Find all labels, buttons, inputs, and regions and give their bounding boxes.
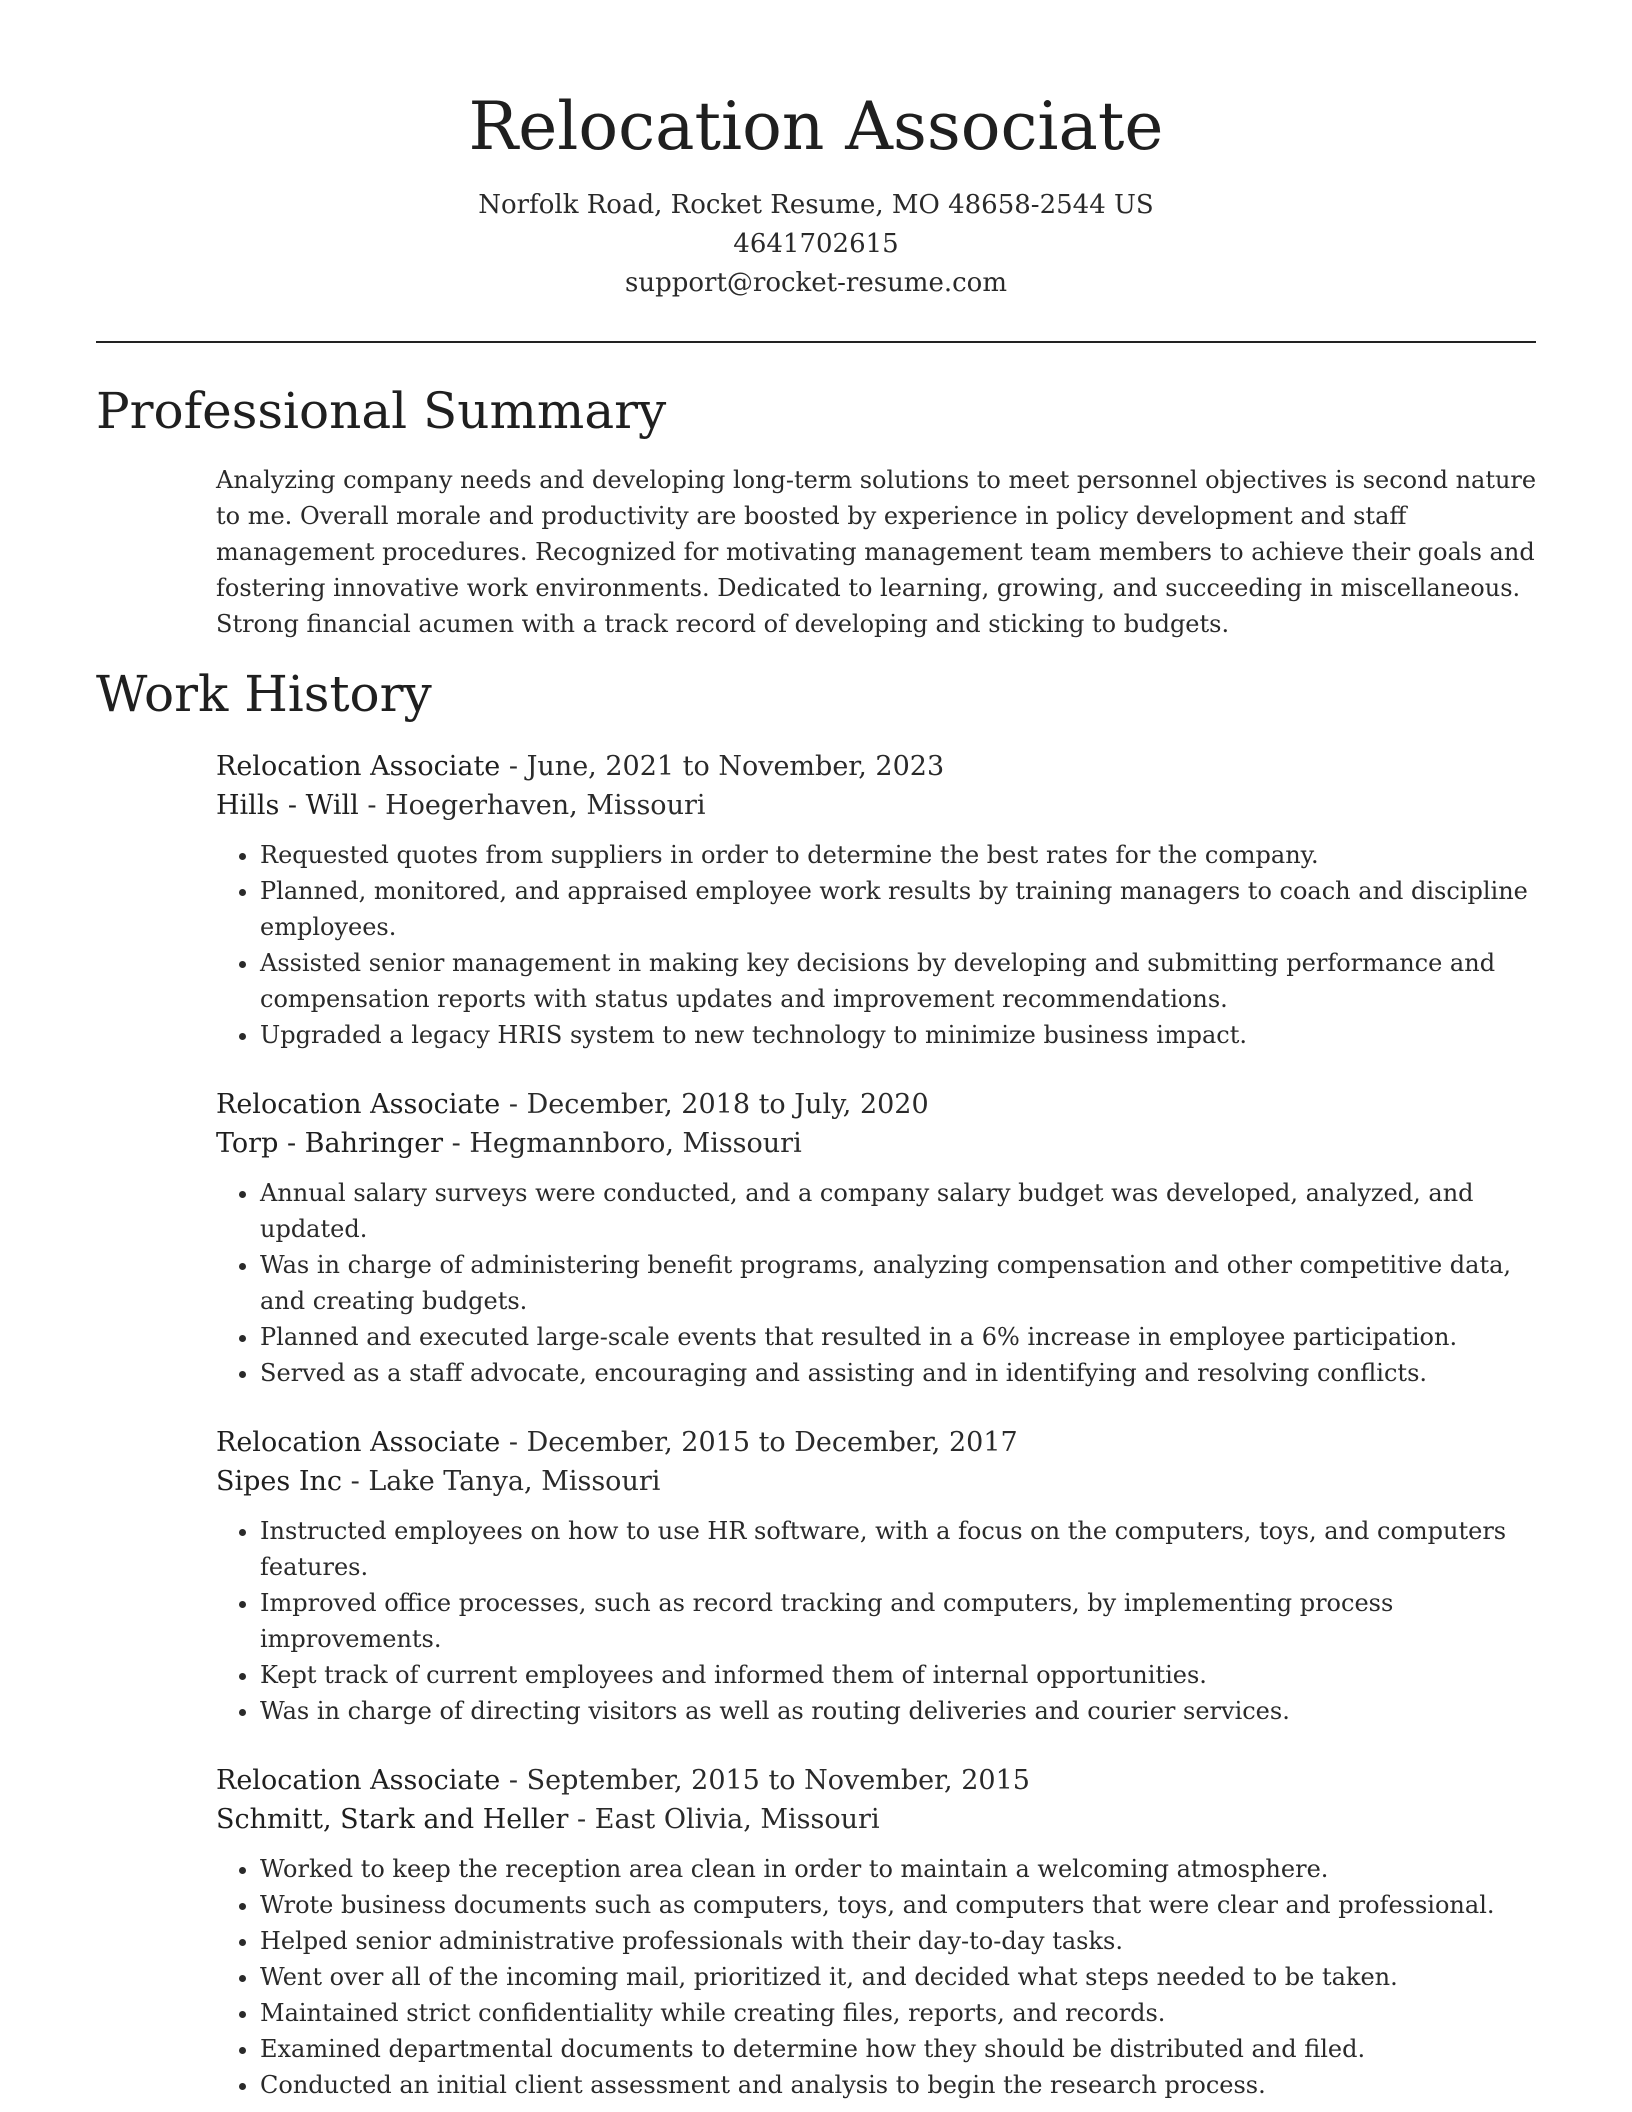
job-company: Schmitt, Stark and Heller <box>216 1804 569 1835</box>
job-bullet: • Requested quotes from suppliers in order to determine the best rates for the company. <box>260 837 1538 873</box>
job-position: Relocation Associate <box>216 1089 501 1120</box>
job-company: Hills - Will <box>216 790 359 821</box>
job-bullet: • Maintained strict confidentiality while creating files, reports, and records. <box>260 1995 1538 2031</box>
job-dates: December, 2018 to July, 2020 <box>526 1089 929 1120</box>
job-bullet: • Was in charge of directing visitors as well as routing deliveries and courier services. <box>260 1693 1538 1729</box>
job-bullet: • Served as a staff advocate, encouraging and assisting and in identifying and resolving conflicts. <box>260 1355 1538 1391</box>
job-title-line: Relocation Associate - December, 2015 to December, 2017 <box>216 1427 1018 1458</box>
resume-header <box>0 0 1632 303</box>
job-location: Hegmannboro, Missouri <box>469 1128 802 1159</box>
job-bullet: • Examined departmental documents to determine how they should be distributed and filed. <box>260 2031 1538 2067</box>
job-bullet: • Instructed employees on how to use HR software, with a focus on the computers, toys, and computers features. <box>260 1513 1538 1585</box>
job-bullet: • Went over all of the incoming mail, prioritized it, and decided what steps needed to be taken. <box>260 1959 1538 1995</box>
job-dates: December, 2015 to December, 2017 <box>526 1427 1018 1458</box>
candidate-name: Relocation Associate <box>468 88 1164 165</box>
job-company-line: Schmitt, Stark and Heller - East Olivia, Missouri <box>216 1804 880 1835</box>
job-entry <box>216 1085 1538 1391</box>
job-bullet: • Improved office processes, such as record tracking and computers, by implementing process improvements. <box>260 1585 1538 1657</box>
job-location: Lake Tanya, Missouri <box>368 1466 661 1497</box>
job-company-line: Sipes Inc - Lake Tanya, Missouri <box>216 1466 661 1497</box>
job-bullet: • Wrote business documents such as computers, toys, and computers that were clear and professional. <box>260 1887 1538 1923</box>
contact-phone: 4641702615 <box>733 229 899 259</box>
job-dates: June, 2021 to November, 2023 <box>526 751 945 782</box>
job-bullet: • Annual salary surveys were conducted, and a company salary budget was developed, analyzed, and updated. <box>260 1175 1538 1247</box>
job-entry <box>216 1761 1538 2103</box>
job-title-line: Relocation Associate - June, 2021 to November, 2023 <box>216 751 945 782</box>
header-divider <box>96 341 1536 343</box>
job-company: Torp - Bahringer <box>216 1128 444 1159</box>
job-company: Sipes Inc <box>216 1466 343 1497</box>
job-company-line: Hills - Will - Hoegerhaven, Missouri <box>216 790 706 821</box>
job-bullet: • Planned, monitored, and appraised employee work results by training managers to coach and discipline employees. <box>260 873 1538 945</box>
job-entry <box>216 747 1538 1053</box>
job-bullet: • Kept track of current employees and informed them of internal opportunities. <box>260 1657 1538 1693</box>
job-entry <box>216 1423 1538 1729</box>
job-bullets <box>216 1175 1538 1391</box>
job-bullet: • Helped senior administrative professionals with their day-to-day tasks. <box>260 1923 1538 1959</box>
summary-heading: Professional Summary <box>96 382 667 440</box>
job-dates: September, 2015 to November, 2015 <box>526 1765 1030 1796</box>
job-bullet: • Planned and executed large-scale events that resulted in a 6% increase in employee participation. <box>260 1319 1538 1355</box>
job-position: Relocation Associate <box>216 1765 501 1796</box>
job-bullet: • Upgraded a legacy HRIS system to new technology to minimize business impact. <box>260 1017 1538 1053</box>
job-bullet: • Conducted an initial client assessment and analysis to begin the research process. <box>260 2067 1538 2103</box>
summary-text: Analyzing company needs and developing long-term solutions to meet personnel objectives is second nature to me. Overall morale and productivity are boosted by experience in policy development and staff management procedures. Recognized for motivating management team members to achieve their goals and fostering innovative work environments. Dedicated to learning, growing, and succeeding in miscellaneous. Strong financial acumen with a track record of developing and sticking to budgets. <box>216 466 1537 638</box>
job-position: Relocation Associate <box>216 751 501 782</box>
job-bullet: • Worked to keep the reception area clean in order to maintain a welcoming atmosphere. <box>260 1851 1538 1887</box>
job-title-line: Relocation Associate - December, 2018 to July, 2020 <box>216 1089 929 1120</box>
contact-info <box>0 186 1632 303</box>
job-position: Relocation Associate <box>216 1427 501 1458</box>
job-bullets <box>216 837 1538 1053</box>
job-location: Hoegerhaven, Missouri <box>385 790 706 821</box>
contact-address: Norfolk Road, Rocket Resume, MO 48658-2544 US <box>478 190 1154 220</box>
job-company-line: Torp - Bahringer - Hegmannboro, Missouri <box>216 1128 802 1159</box>
job-title-line: Relocation Associate - September, 2015 to November, 2015 <box>216 1765 1030 1796</box>
job-bullets <box>216 1513 1538 1729</box>
contact-email: support@rocket-resume.com <box>624 268 1007 298</box>
work-history-heading: Work History <box>96 665 432 723</box>
job-bullet: • Assisted senior management in making key decisions by developing and submitting performance and compensation reports with status updates and improvement recommendations. <box>260 945 1538 1017</box>
job-bullets <box>216 1851 1538 2103</box>
work-history-list <box>216 747 1538 2112</box>
job-location: East Olivia, Missouri <box>594 1804 880 1835</box>
job-bullet: • Was in charge of administering benefit programs, analyzing compensation and other competitive data, and creating budgets. <box>260 1247 1538 1319</box>
